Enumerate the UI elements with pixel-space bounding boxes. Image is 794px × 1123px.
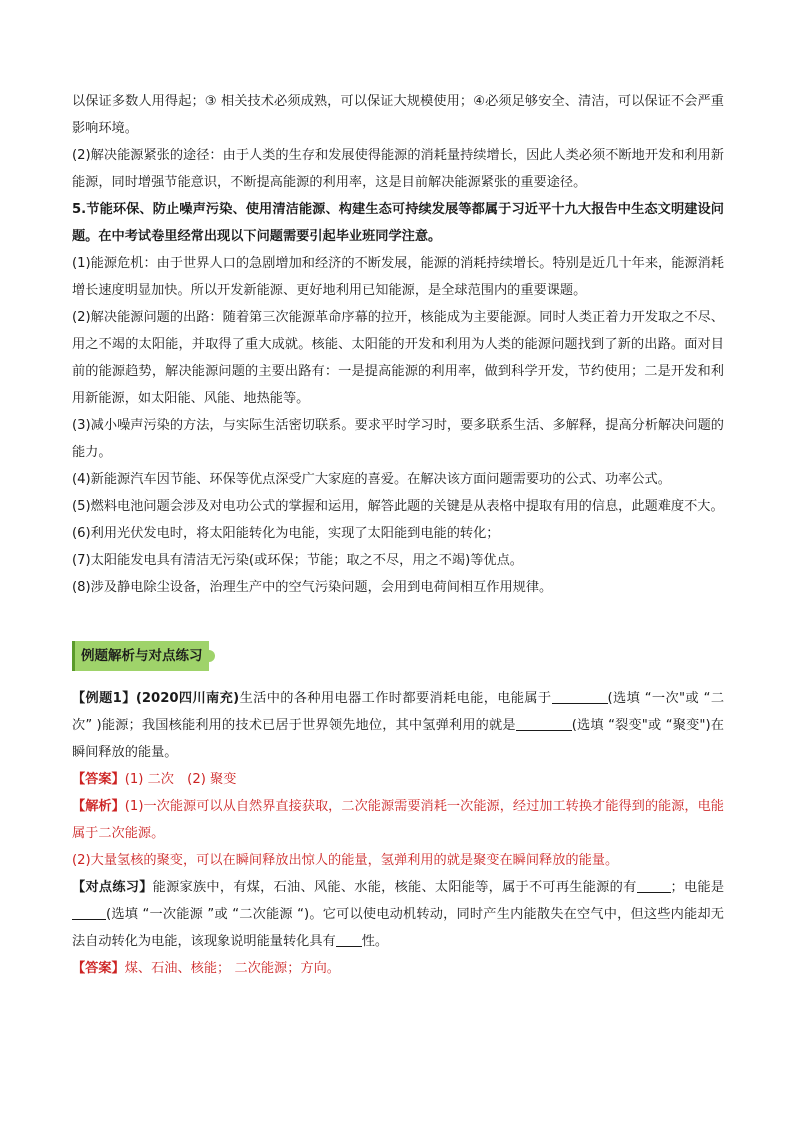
- practice-answer-tag: 【答案】: [72, 961, 125, 976]
- intro-paragraph-2: (2)解决能源紧张的途径：由于人类的生存和发展使得能源的消耗量持续增长，因此人类必须不断地开发和利用新能源，同时增强节能意识，不断提高能源的利用率，这是目前解决能源紧张的重要途径。: [72, 148, 724, 190]
- practice-answer-text: 煤、石油、核能； 二次能源；方向。: [124, 961, 340, 976]
- section5-item-5: (5)燃料电池问题会涉及对电功公式的掌握和运用，解答此题的关键是从表格中提取有用的信息，此题难度不大。: [72, 499, 724, 514]
- practice-question-part4: 性。: [361, 934, 389, 949]
- banner-label: 例题解析与对点练习: [72, 641, 209, 671]
- section5-heading: 5.节能环保、防止噪声污染、使用清洁能源、构建生态可持续发展等都属于习近平十九大报告中生态文明建设问题。在中考试卷里经常出现以下问题需要引起毕业班同学注意。: [72, 202, 724, 244]
- section5-item-4: (4)新能源汽车因节能、环保等优点深受广大家庭的喜爱。在解决该方面问题需要功的公式、功率公式。: [72, 472, 671, 487]
- section5-item-3: (3)减小噪声污染的方法，与实际生活密切联系。要求平时学习时，要多联系生活、多解释，提高分析解决问题的能力。: [72, 418, 724, 460]
- example1-answer: [72, 766, 724, 793]
- section5-item-6: (6)利用光伏发电时，将太阳能转化为电能，实现了太阳能到电能的转化；: [72, 526, 500, 541]
- example1-analysis-1: [72, 793, 724, 847]
- example1-analysis-text-1: (1)一次能源可以从自然界直接获取，二次能源需要消耗一次能源，经过加工转换才能得到的能源，电能属于二次能源。: [72, 799, 724, 841]
- example1-analysis-tag: 【解析】: [72, 799, 125, 814]
- answer-blank-1: [552, 689, 608, 704]
- example1-analysis-2: (2)大量氢核的聚变，可以在瞬间释放出惊人的能量，氢弹利用的就是聚变在瞬间释放的能量。: [72, 853, 619, 868]
- answer-blank-2: [516, 716, 572, 731]
- practice-question-part2: ；电能是: [670, 880, 725, 895]
- section5-item-7: (7)太阳能发电具有清洁无污染(或环保；节能；取之不尽，用之不竭)等优点。: [72, 553, 523, 568]
- section-banner: [72, 641, 724, 675]
- practice-question-part1: 能源家族中，有煤，石油、风能、水能，核能、太阳能等，属于不可再生能源的有: [152, 880, 637, 895]
- intro-paragraph-1: 以保证多数人用得起；③ 相关技术必须成熟，可以保证大规模使用；④必须足够安全、清洁，可以保证不会严重影响环境。: [72, 94, 724, 136]
- example1-source: (2020四川南充): [135, 691, 240, 706]
- practice-question-part3: (选填 “一次能源 ”或 “二次能源 “)。它可以使电动机转动，同时产生内能散失在空气中，但这些内能却无法自动转化为电能，该现象说明能量转化具有: [72, 907, 724, 949]
- example1-question-part2: (选填 “一次"或 “二次” )能源；我国核能利用的技术已居于世界领先地位，其中氢弹利用的就是: [72, 691, 725, 733]
- example1-answer-text: (1) 二次 (2) 聚变: [124, 772, 237, 787]
- example1-question-part1: 生活中的各种用电器工作时都要消耗电能，电能属于: [239, 691, 552, 706]
- document-page: [72, 88, 724, 982]
- example1-tag: 【例题1】: [72, 691, 136, 706]
- answer-blank-4: [72, 905, 106, 920]
- practice-question: [72, 874, 724, 955]
- answer-blank-3: [637, 878, 671, 893]
- example1-answer-tag: 【答案】: [72, 772, 125, 787]
- example1-question-part3: (选填 “裂变"或 “聚变")在瞬间释放的能量。: [72, 718, 724, 760]
- practice-tag: 【对点练习】: [72, 880, 153, 895]
- section5-item-8: (8)涉及静电除尘设备，治理生产中的空气污染问题，会用到电荷间相互作用规律。: [72, 580, 553, 595]
- section5-item-2: (2)解决能源问题的出路：随着第三次能源革命序幕的拉开，核能成为主要能源。同时人类正着力开发取之不尽、用之不竭的太阳能，并取得了重大成就。核能、太阳能的开发和利用为人类的能源问题找到了新的出路。面对目前的能源趋势，解决能源问题的主要出路有：一是提高能源的利用率，做到科学开发，节约使用；二是开发和利用新能源，如太阳能、风能、地热能等。: [72, 310, 724, 406]
- section5-item-1: (1)能源危机：由于世界人口的急剧增加和经济的不断发展，能源的消耗持续增长。特别是近几十年来，能源消耗增长速度明显加快。所以开发新能源、更好地利用已知能源，是全球范围内的重要课题。: [72, 256, 724, 298]
- practice-answer: [72, 955, 724, 982]
- answer-blank-5: [336, 932, 362, 947]
- example1-question: [72, 685, 724, 766]
